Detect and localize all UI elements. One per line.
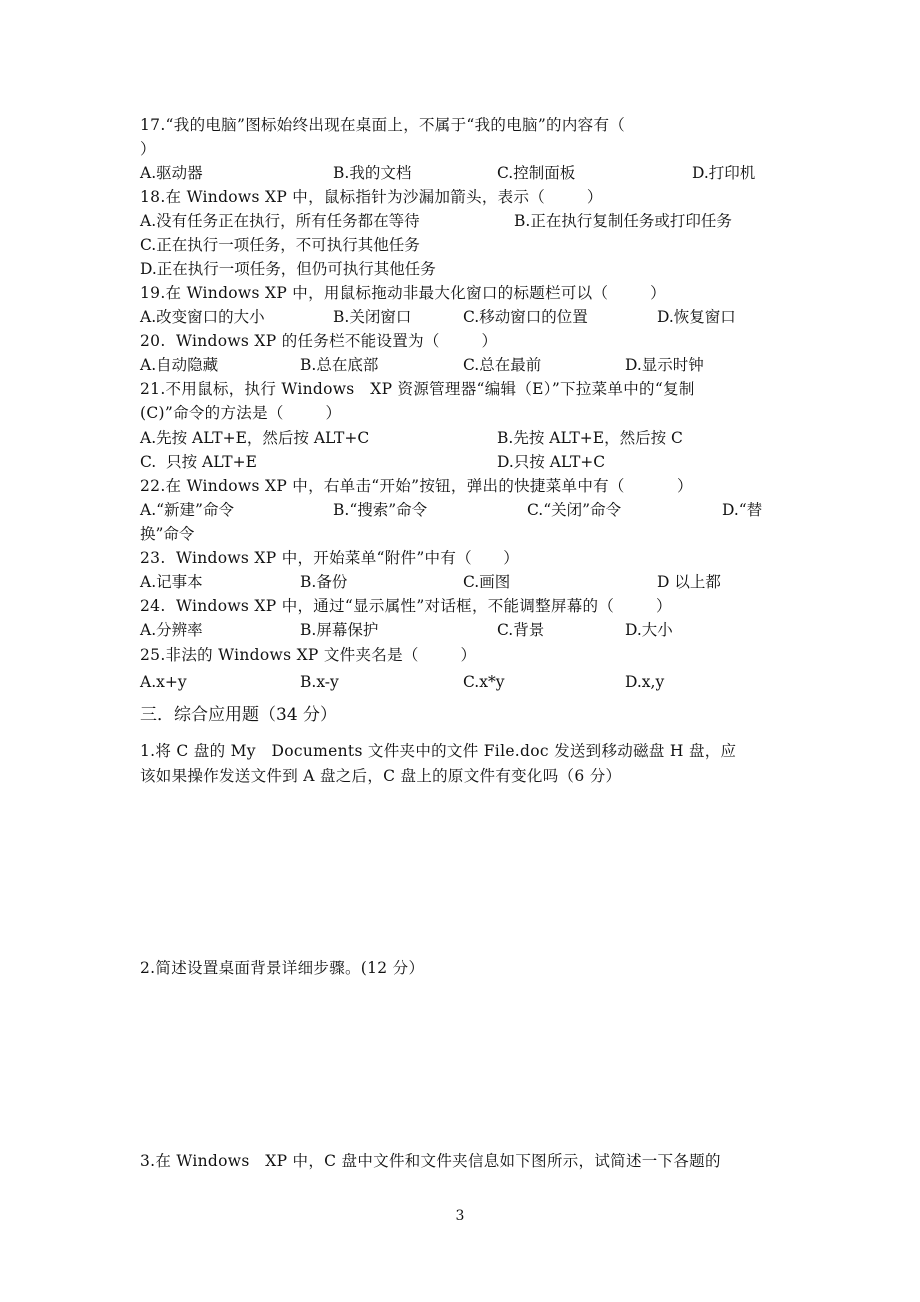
- q19-stem: 19.在 Windows XP 中，用鼠标拖动非最大化窗口的标题栏可以（ ）: [140, 284, 666, 302]
- q22-option-d-wrap: 换”命令: [140, 525, 195, 543]
- q20-option-d: D.显示时钟: [625, 356, 704, 374]
- q20-option-b: B.总在底部: [300, 356, 379, 374]
- q21-option-d: D.只按 ALT+C: [497, 453, 606, 471]
- q22-option-d: D.“替: [722, 501, 763, 519]
- q18-option-b: B.正在执行复制任务或打印任务: [514, 212, 732, 230]
- q21-option-a: A.先按 ALT+E，然后按 ALT+C: [140, 429, 370, 447]
- q22-option-a: A.“新建”命令: [140, 501, 234, 519]
- q20-option-a: A.自动隐藏: [140, 356, 219, 374]
- q17-option-a: A.驱动器: [140, 164, 203, 182]
- q24-stem: 24. Windows XP 中，通过“显示属性”对话框，不能调整屏幕的（ ）: [140, 597, 672, 615]
- problem-1-line1: 1.将 C 盘的 My Documents 文件夹中的文件 File.doc 发送到移动磁盘 H 盘，应: [140, 742, 737, 760]
- problem-3-line1: 3.在 Windows XP 中，C 盘中文件和文件夹信息如下图所示，试简述一下各题的: [140, 1152, 721, 1170]
- q24-option-c: C.背景: [497, 621, 545, 639]
- q21-stem-line2: (C)”命令的方法是（ ）: [140, 404, 342, 422]
- q22-stem: 22.在 Windows XP 中，右单击“开始”按钮，弹出的快捷菜单中有（ ）: [140, 477, 693, 495]
- q23-option-a: A.记事本: [140, 573, 203, 591]
- q25-stem: 25.非法的 Windows XP 文件夹名是（ ）: [140, 646, 477, 664]
- q17-option-c: C.控制面板: [497, 164, 576, 182]
- q19-option-d: D.恢复窗口: [657, 308, 736, 326]
- q18-option-c: C.正在执行一项任务，不可执行其他任务: [140, 236, 420, 254]
- q18-stem: 18.在 Windows XP 中，鼠标指针为沙漏加箭头，表示（ ）: [140, 188, 603, 206]
- q25-option-b: B.x-y: [300, 673, 339, 691]
- q25-option-d: D.x,y: [625, 673, 665, 691]
- q19-option-c: C.移动窗口的位置: [463, 308, 588, 326]
- problem-2: 2.简述设置桌面背景详细步骤。(12 分）: [140, 959, 425, 977]
- q21-option-c: C. 只按 ALT+E: [140, 453, 257, 471]
- q17-option-b: B.我的文档: [333, 164, 412, 182]
- q19-option-b: B.关闭窗口: [333, 308, 412, 326]
- section-3-title: 三．综合应用题（34 分）: [140, 705, 338, 725]
- q19-option-a: A.改变窗口的大小: [140, 308, 265, 326]
- q17-stem-line2: ）: [140, 140, 156, 158]
- q17-option-d: D.打印机: [692, 164, 756, 182]
- q23-option-c: C.画图: [463, 573, 511, 591]
- q24-option-a: A.分辨率: [140, 621, 203, 639]
- problem-1-line2: 该如果操作发送文件到 A 盘之后，C 盘上的原文件有变化吗（6 分）: [140, 767, 622, 785]
- page-number: 3: [455, 1208, 465, 1224]
- q22-option-c: C.“关闭”命令: [527, 501, 622, 519]
- q20-option-c: C.总在最前: [463, 356, 542, 374]
- q17-stem-line1: 17.“我的电脑”图标始终出现在桌面上，不属于“我的电脑”的内容有（: [140, 116, 626, 134]
- q22-option-b: B.“搜索”命令: [333, 501, 428, 519]
- q25-option-a: A.x+y: [140, 673, 187, 691]
- q21-option-b: B.先按 ALT+E，然后按 C: [497, 429, 683, 447]
- q23-stem: 23. Windows XP 中，开始菜单“附件”中有（ ）: [140, 549, 520, 567]
- q21-stem-line1: 21.不用鼠标，执行 Windows XP 资源管理器“编辑（E）”下拉菜单中的“复制: [140, 380, 695, 398]
- q18-option-d: D.正在执行一项任务，但仍可执行其他任务: [140, 260, 436, 278]
- q18-option-a: A.没有任务正在执行，所有任务都在等待: [140, 212, 420, 230]
- q24-option-b: B.屏幕保护: [300, 621, 379, 639]
- q25-option-c: C.x*y: [463, 673, 505, 691]
- q23-option-d: D 以上都: [657, 573, 721, 591]
- q24-option-d: D.大小: [625, 621, 673, 639]
- q23-option-b: B.备份: [300, 573, 348, 591]
- q20-stem: 20. Windows XP 的任务栏不能设置为（ ）: [140, 332, 498, 350]
